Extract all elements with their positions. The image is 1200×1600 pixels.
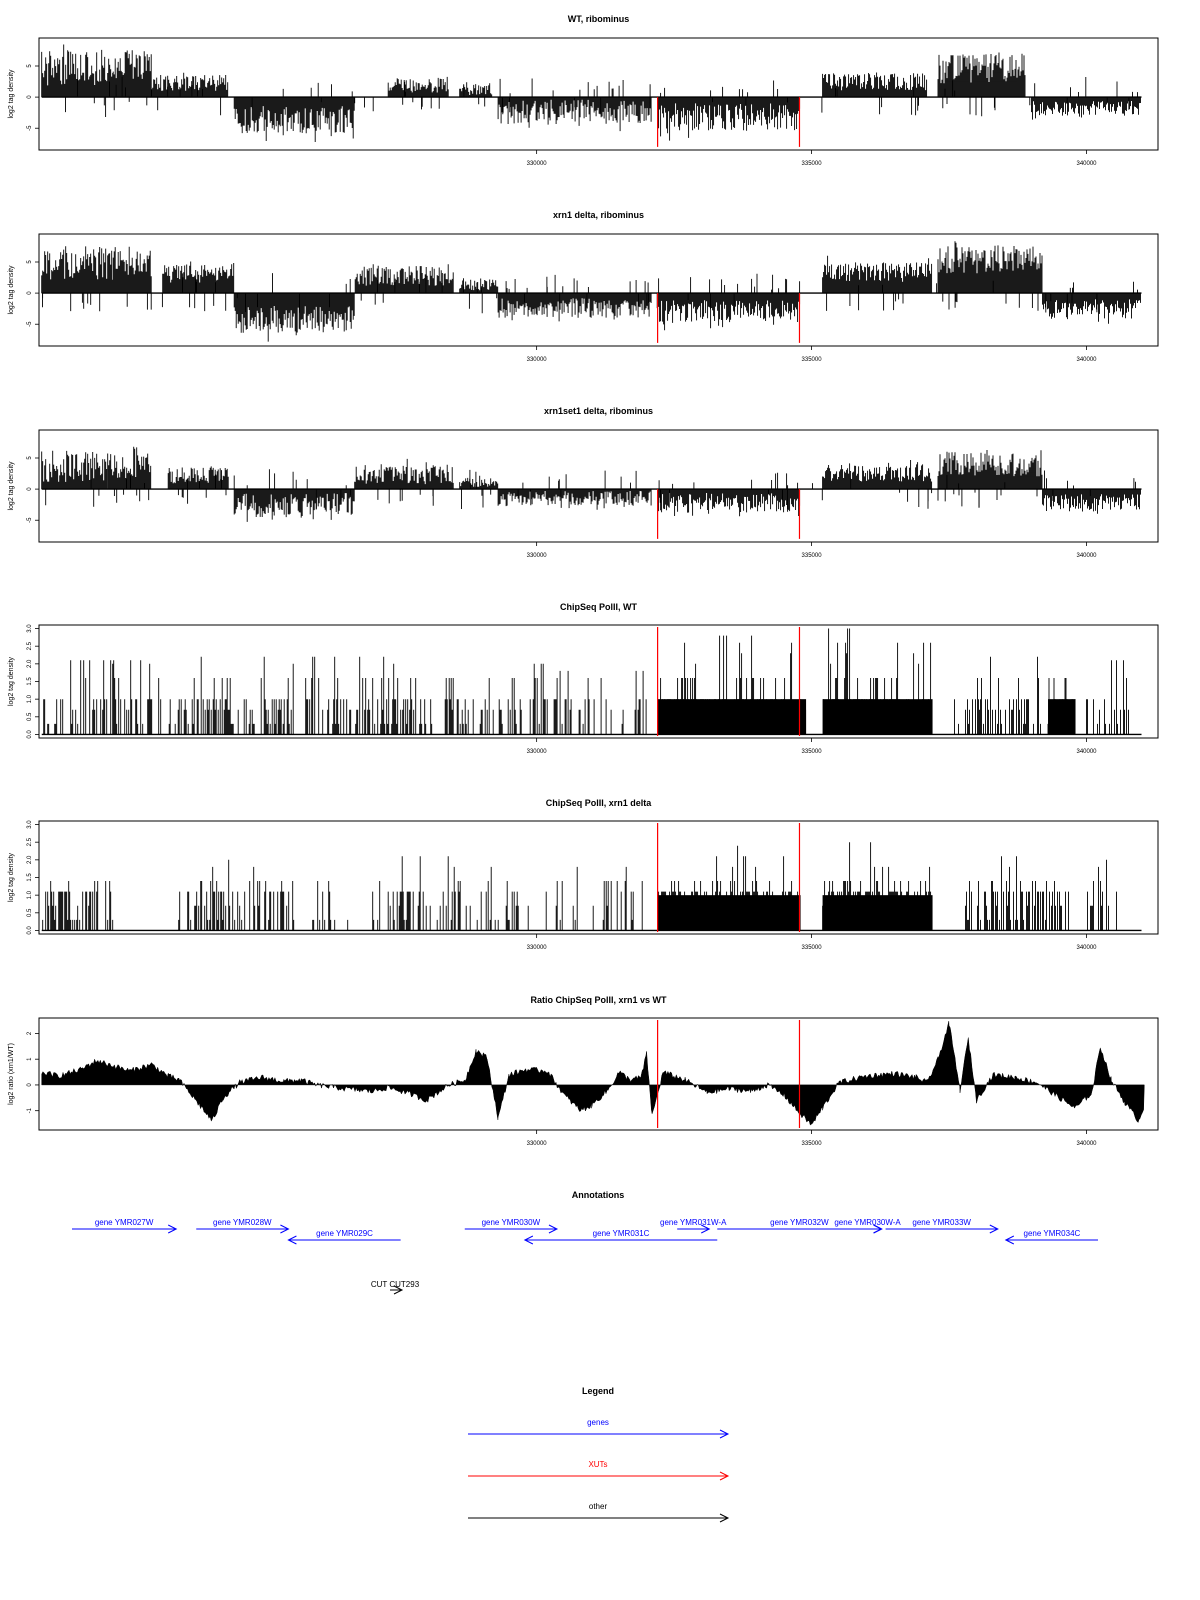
y-tick-label: 1.5	[27, 677, 33, 686]
segment-6	[460, 82, 492, 106]
segment-bars	[163, 262, 234, 312]
chart-panel-6	[8, 995, 1158, 1147]
legend-label: genes	[587, 1418, 609, 1427]
x-tick-label: 340000	[1076, 945, 1097, 951]
segment-bars	[42, 451, 107, 507]
segment-7	[823, 842, 933, 930]
segment-bars	[460, 82, 492, 106]
segment-bars	[938, 241, 1042, 310]
segment-2	[169, 657, 293, 735]
data-bars	[44, 629, 1129, 735]
segment-bars	[113, 50, 151, 110]
segment-5	[355, 459, 453, 506]
gene-label: gene YMR030W	[481, 1218, 541, 1227]
gene-label: gene YMR028W	[213, 1218, 272, 1227]
segment-bars	[1043, 282, 1141, 324]
y-axis-label: log2 tag density	[8, 69, 15, 119]
segment-11	[1043, 471, 1141, 514]
gene-arrow-3	[288, 1229, 400, 1244]
segment-6	[460, 279, 498, 299]
segment-3	[313, 881, 380, 931]
segment-bars	[179, 860, 294, 931]
segment-4	[234, 476, 354, 522]
x-tick-label: 330000	[526, 357, 547, 363]
y-tick-label: 0.0	[27, 926, 33, 935]
segment-9	[823, 256, 932, 311]
x-tick-label: 335000	[801, 749, 822, 755]
segment-1	[42, 451, 107, 507]
segment-8	[966, 856, 1069, 930]
chart-title: Ratio ChipSeq PolII, xrn1 vs WT	[530, 995, 667, 1005]
segment-5	[388, 77, 448, 109]
segment-3	[152, 73, 228, 111]
data-bars	[42, 241, 1141, 341]
data-bars	[42, 447, 1141, 522]
segment-bars	[355, 459, 453, 506]
segment-6	[658, 636, 806, 735]
x-tick-label: 340000	[1076, 357, 1097, 363]
gene-label: gene YMR031C	[592, 1229, 650, 1238]
y-tick-label: 0	[27, 487, 33, 491]
y-tick-label: -5	[27, 321, 33, 327]
segment-9	[1048, 678, 1076, 735]
chart-panel-3	[8, 406, 1158, 559]
gene-arrow-4	[465, 1218, 557, 1233]
segment-1	[42, 246, 113, 311]
gene-arrow-6	[660, 1218, 727, 1233]
chart-title: xrn1set1 delta, ribominus	[543, 406, 654, 416]
segment-3	[163, 262, 234, 312]
y-tick-label: 1.0	[27, 694, 33, 704]
ratio-area	[42, 1021, 1145, 1125]
segment-4	[234, 279, 354, 342]
x-tick-label: 330000	[526, 1141, 547, 1147]
y-axis-label: log2 tag density	[8, 461, 15, 511]
segment-11	[1043, 282, 1141, 324]
y-tick-label: 0	[27, 1083, 33, 1087]
legend-label: other	[588, 1502, 608, 1511]
segment-4	[388, 856, 470, 930]
segment-2	[113, 247, 151, 310]
x-tick-label: 335000	[801, 1141, 822, 1147]
y-tick-label: 0.5	[27, 712, 33, 721]
segment-bars	[823, 460, 932, 502]
data-bars	[43, 842, 1117, 930]
legend-title: Legend	[581, 1386, 615, 1396]
segment-core	[823, 895, 933, 930]
gene-label: gene YMR029C	[316, 1229, 373, 1238]
legend	[468, 1386, 728, 1522]
chart-title: WT, ribominus	[567, 14, 630, 24]
x-tick-label: 330000	[526, 749, 547, 755]
segment-bars	[498, 471, 651, 510]
y-axis-label: log2 tag density	[8, 852, 15, 903]
segment-bars	[234, 279, 354, 342]
segment-5	[554, 671, 646, 735]
segment-bars	[477, 867, 642, 931]
segment-bars	[1087, 660, 1129, 734]
x-tick-label: 335000	[801, 357, 822, 363]
other-label: CUT CUT293	[370, 1280, 420, 1289]
segment-bars	[388, 77, 448, 109]
segment-5	[477, 867, 642, 931]
chart-panel-1	[8, 14, 1158, 167]
x-axis	[527, 542, 1098, 559]
segment-bars	[460, 279, 498, 299]
segment-bars	[388, 856, 470, 930]
segment-bars	[234, 83, 354, 142]
segment-3	[168, 466, 228, 497]
x-tick-label: 335000	[801, 553, 822, 559]
y-tick-label: 0.0	[27, 730, 33, 739]
segment-10	[938, 450, 1042, 508]
gene-arrow-9	[886, 1218, 998, 1233]
segment-bars	[168, 466, 228, 497]
gene-arrow-5	[525, 1229, 717, 1244]
chart-title: xrn1 delta, ribominus	[552, 210, 645, 220]
x-tick-label: 340000	[1076, 161, 1097, 167]
y-tick-label: 2.0	[27, 659, 33, 669]
y-axis	[27, 820, 39, 935]
chart-title: ChipSeq PolII, WT	[560, 602, 637, 612]
gene-label: gene YMR031W-A	[660, 1218, 727, 1227]
segment-4	[445, 664, 547, 735]
segment-8	[955, 657, 1041, 735]
segment-core	[1048, 699, 1075, 734]
y-tick-label: 2.5	[27, 642, 33, 651]
segment-bars	[113, 247, 151, 310]
y-axis-label: log2 ratio (xrn1/WT)	[8, 1043, 15, 1105]
segment-bars	[938, 450, 1042, 508]
segment-bars	[355, 264, 453, 304]
segment-3	[306, 657, 432, 735]
legend-entry-xuts	[468, 1460, 728, 1480]
annotations-track	[72, 1190, 1098, 1294]
data-bars	[42, 45, 1141, 143]
segment-bars	[658, 277, 800, 330]
legend-entry-other	[468, 1502, 728, 1522]
segment-bars	[823, 73, 927, 116]
segment-bars	[313, 881, 380, 931]
x-axis	[527, 346, 1098, 363]
chart-title: ChipSeq PolII, xrn1 delta	[545, 798, 652, 808]
y-tick-label: 0.5	[27, 908, 33, 917]
x-tick-label: 335000	[801, 945, 822, 951]
y-tick-label: 3.0	[27, 820, 33, 829]
y-tick-label: 5	[27, 260, 33, 264]
segment-2	[113, 50, 151, 110]
segment-bars	[823, 256, 932, 311]
segment-bars	[43, 881, 113, 931]
segment-bars	[234, 476, 354, 522]
gene-label: gene YMR032W	[770, 1218, 829, 1227]
y-axis	[27, 1031, 39, 1113]
y-tick-label: 5	[27, 64, 33, 68]
y-tick-label: 5	[27, 456, 33, 460]
y-tick-label: 2.0	[27, 855, 33, 865]
segment-core	[658, 699, 806, 734]
segment-4	[234, 83, 354, 142]
chart-panel-2	[8, 210, 1158, 363]
segment-core	[823, 699, 933, 734]
segment-bars	[658, 473, 800, 517]
x-axis	[527, 1130, 1098, 1147]
segment-bars	[554, 671, 646, 735]
segment-9	[823, 460, 932, 502]
segment-6	[460, 476, 498, 495]
segment-7	[823, 629, 933, 735]
legend-entry-genes	[468, 1418, 728, 1438]
y-axis	[27, 64, 39, 131]
x-tick-label: 330000	[526, 161, 547, 167]
segment-bars	[44, 660, 161, 734]
segment-7	[498, 275, 651, 322]
y-tick-label: 1.0	[27, 890, 33, 900]
segment-9	[823, 73, 927, 116]
segment-bars	[1088, 860, 1117, 931]
chart-panel-5	[8, 798, 1158, 951]
segment-8	[658, 473, 800, 517]
y-tick-label: 0	[27, 95, 33, 99]
segment-bars	[498, 275, 651, 322]
gene-arrow-8	[834, 1218, 901, 1233]
x-tick-label: 330000	[526, 945, 547, 951]
x-tick-label: 340000	[1076, 553, 1097, 559]
y-tick-label: 0	[27, 291, 33, 295]
segment-core	[658, 895, 801, 930]
segment-1	[43, 881, 113, 931]
segment-5	[355, 264, 453, 304]
segment-1	[44, 660, 161, 734]
gene-arrow-1	[72, 1218, 176, 1233]
gene-label: gene YMR027W	[94, 1218, 154, 1227]
segment-8	[658, 81, 800, 141]
x-axis	[527, 150, 1098, 167]
legend-label: XUTs	[588, 1460, 608, 1469]
segment-10	[1087, 660, 1129, 734]
segment-bars	[445, 664, 547, 735]
y-tick-label: -5	[27, 125, 33, 131]
x-tick-label: 330000	[526, 553, 547, 559]
gene-label: gene YMR034C	[1023, 1229, 1081, 1238]
chart-panel-4	[8, 602, 1158, 755]
gene-label: gene YMR033W	[912, 1218, 971, 1227]
y-tick-label: -5	[27, 517, 33, 523]
annotations-title: Annotations	[571, 1190, 625, 1200]
segment-bars	[658, 81, 800, 141]
y-tick-label: -1	[27, 1108, 33, 1114]
y-axis-label: log2 tag density	[8, 265, 15, 315]
y-tick-label: 1.5	[27, 873, 33, 882]
y-tick-label: 2.5	[27, 838, 33, 847]
segment-bars	[152, 73, 228, 111]
y-axis-label: log2 tag density	[8, 656, 15, 707]
gene-arrow-2	[196, 1218, 288, 1233]
y-tick-label: 2	[27, 1031, 33, 1036]
gene-label: gene YMR030W-A	[834, 1218, 901, 1227]
segment-bars	[955, 657, 1041, 735]
y-tick-label: 3.0	[27, 624, 33, 633]
segment-9	[1088, 860, 1117, 931]
segment-8	[658, 277, 800, 330]
x-tick-label: 335000	[801, 161, 822, 167]
y-axis	[27, 624, 39, 739]
segment-bars	[169, 657, 293, 735]
segment-10	[938, 241, 1042, 310]
segment-7	[498, 471, 651, 510]
y-axis	[27, 456, 39, 523]
segment-bars	[42, 246, 113, 311]
segment-6	[658, 846, 801, 931]
x-axis	[527, 738, 1098, 755]
x-tick-label: 340000	[1076, 1141, 1097, 1147]
segment-2	[179, 860, 294, 931]
segment-bars	[1043, 471, 1141, 514]
segment-bars	[966, 856, 1069, 930]
x-tick-label: 340000	[1076, 749, 1097, 755]
y-tick-label: 1	[27, 1057, 33, 1061]
segment-bars	[306, 657, 432, 735]
gene-arrow-10	[1006, 1229, 1098, 1244]
y-axis	[27, 260, 39, 327]
other-arrow-1	[371, 1280, 420, 1294]
x-axis	[527, 934, 1098, 951]
segment-bars	[460, 476, 498, 495]
